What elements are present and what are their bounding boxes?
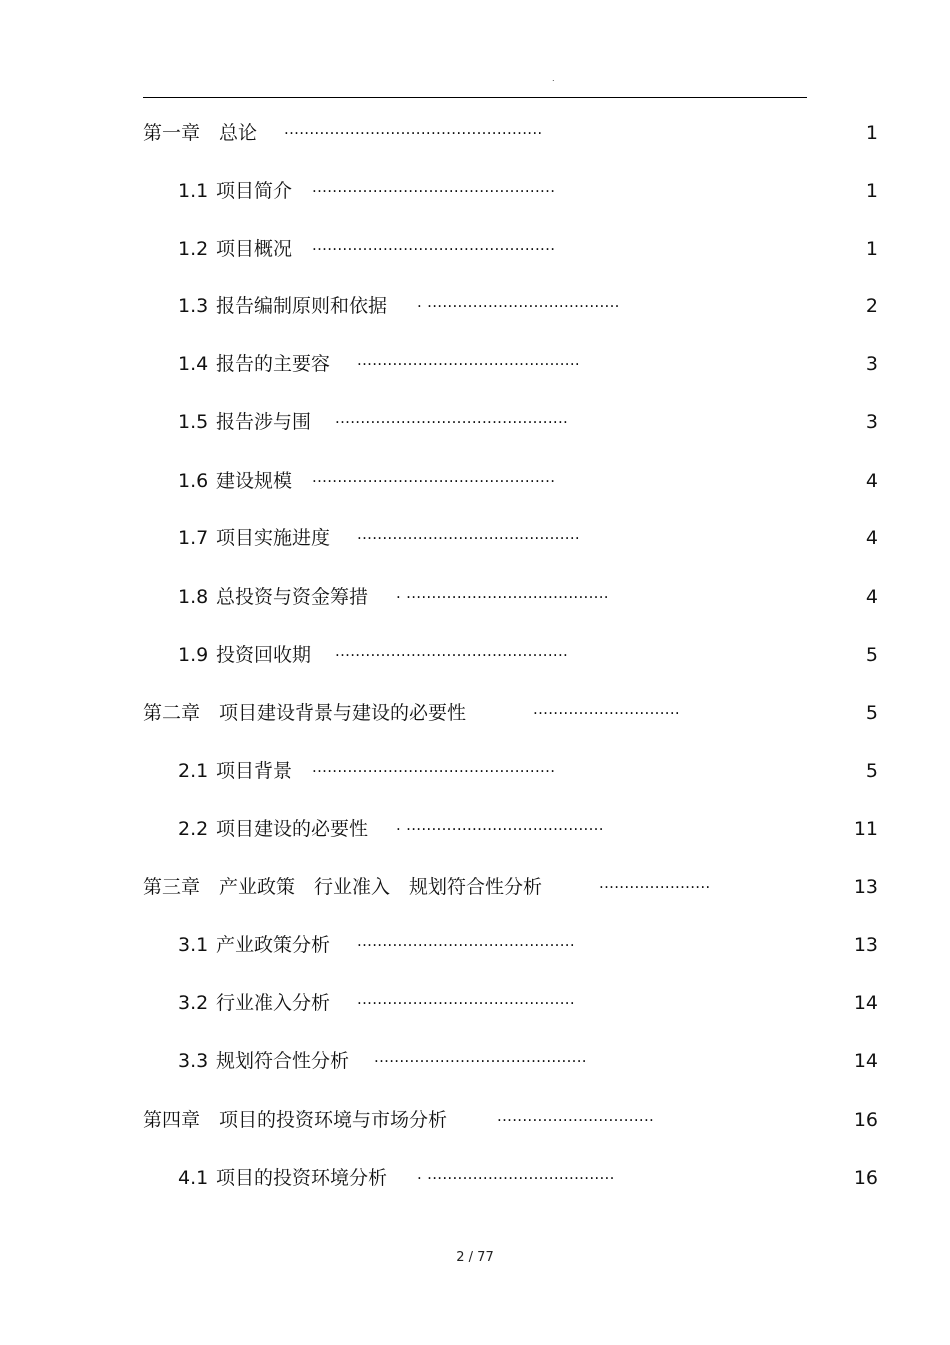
toc-page-number: 16 [853, 1109, 878, 1131]
toc-entry-title: 项目实施进度 [216, 527, 331, 549]
toc-section-row[interactable] [0, 466, 950, 496]
toc-section-row[interactable] [0, 349, 950, 379]
header-mark: . [552, 74, 555, 83]
page-footer: 2 / 77 [456, 1250, 494, 1265]
toc-entry-title: 第二章 项目建设背景与建设的必要性 [143, 702, 467, 724]
toc-page-number: 13 [853, 934, 878, 956]
toc-page-number: 3 [865, 411, 878, 433]
toc-dot-leader: . ........................................ [396, 584, 609, 602]
toc-entry-title: 报告编制原则和依据 [216, 295, 388, 317]
toc-dot-leader: ............................. [533, 700, 680, 718]
toc-dot-leader: ........................................... [357, 932, 575, 950]
toc-section-number: 1.3 [178, 295, 209, 317]
toc-page-number: 4 [865, 470, 878, 492]
toc-section-row[interactable] [0, 407, 950, 437]
toc-entry-title: 第一章 总论 [143, 122, 258, 144]
toc-dot-leader: .............................................. [335, 409, 569, 427]
toc-section-row[interactable] [0, 582, 950, 612]
toc-page-number: 13 [853, 876, 878, 898]
toc-section-number: 1.9 [178, 644, 209, 666]
toc-page-number: 5 [865, 760, 878, 782]
toc-section-number: 1.7 [178, 527, 209, 549]
toc-entry-title: 第四章 项目的投资环境与市场分析 [143, 1109, 448, 1131]
toc-dot-leader: ............................................ [357, 351, 580, 369]
toc-section-number: 3.3 [178, 1050, 209, 1072]
toc-entry-title: 投资回收期 [216, 644, 312, 666]
toc-chapter-row[interactable] [0, 872, 950, 902]
toc-entry-title: 项目简介 [216, 180, 293, 202]
toc-section-number: 1.5 [178, 411, 209, 433]
toc-entry-title: 规划符合性分析 [216, 1050, 350, 1072]
toc-entry-title: 第三章 产业政策 行业准入 规划符合性分析 [143, 876, 543, 898]
toc-page-number: 11 [853, 818, 878, 840]
toc-page-number: 1 [865, 238, 878, 260]
toc-section-number: 4.1 [178, 1167, 209, 1189]
toc-dot-leader: . ....................................... [396, 816, 604, 834]
toc-dot-leader: .............................................. [335, 642, 569, 660]
toc-entry-title: 项目的投资环境分析 [216, 1167, 388, 1189]
toc-section-number: 1.2 [178, 238, 209, 260]
toc-dot-leader: ...................... [599, 874, 711, 892]
toc-dot-leader: ............................... [497, 1107, 655, 1125]
toc-page-number: 2 [865, 295, 878, 317]
toc-dot-leader: .......................................... [374, 1048, 587, 1066]
toc-entry-title: 行业准入分析 [216, 992, 331, 1014]
toc-entry-title: 建设规模 [216, 470, 293, 492]
toc-section-number: 3.1 [178, 934, 209, 956]
toc-page-number: 5 [865, 702, 878, 724]
toc-section-row[interactable] [0, 176, 950, 206]
toc-page-number: 1 [865, 180, 878, 202]
toc-section-number: 2.1 [178, 760, 209, 782]
toc-page-number: 4 [865, 527, 878, 549]
toc-entry-title: 总投资与资金筹措 [216, 586, 369, 608]
toc-section-number: 3.2 [178, 992, 209, 1014]
toc-chapter-row[interactable] [0, 118, 950, 148]
toc-dot-leader: . ...................................... [417, 293, 620, 311]
toc-dot-leader: ................................................ [312, 758, 556, 776]
toc-section-number: 2.2 [178, 818, 209, 840]
toc-section-number: 1.6 [178, 470, 209, 492]
toc-section-number: 1.4 [178, 353, 209, 375]
toc-page-number: 14 [853, 1050, 878, 1072]
toc-section-row[interactable] [0, 640, 950, 670]
toc-dot-leader: ................................................ [312, 468, 556, 486]
toc-dot-leader: ................................................ [312, 178, 556, 196]
toc-entry-title: 报告涉与围 [216, 411, 312, 433]
toc-section-row[interactable] [0, 1163, 950, 1193]
toc-chapter-row[interactable] [0, 1105, 950, 1135]
toc-dot-leader: ............................................ [357, 525, 580, 543]
toc-page-number: 1 [865, 122, 878, 144]
toc-section-row[interactable] [0, 930, 950, 960]
toc-entry-title: 项目背景 [216, 760, 293, 782]
toc-section-number: 1.8 [178, 586, 209, 608]
toc-page-number: 16 [853, 1167, 878, 1189]
toc-dot-leader: ................................................ [312, 236, 556, 254]
toc-section-row[interactable] [0, 1046, 950, 1076]
toc-section-row[interactable] [0, 756, 950, 786]
toc-dot-leader: ................................................... [284, 120, 543, 138]
toc-entry-title: 产业政策分析 [216, 934, 331, 956]
toc-section-row[interactable] [0, 814, 950, 844]
toc-section-row[interactable] [0, 234, 950, 264]
toc-section-row[interactable] [0, 988, 950, 1018]
toc-dot-leader: . ..................................... [417, 1165, 615, 1183]
toc-page-number: 4 [865, 586, 878, 608]
toc-dot-leader: ........................................... [357, 990, 575, 1008]
toc-page-number: 5 [865, 644, 878, 666]
toc-entry-title: 报告的主要容 [216, 353, 331, 375]
toc-page-number: 3 [865, 353, 878, 375]
toc-section-row[interactable] [0, 291, 950, 321]
toc-section-row[interactable] [0, 523, 950, 553]
toc-page-number: 14 [853, 992, 878, 1014]
toc-chapter-row[interactable] [0, 698, 950, 728]
header-rule [143, 97, 807, 98]
toc-section-number: 1.1 [178, 180, 209, 202]
toc-entry-title: 项目概况 [216, 238, 293, 260]
toc-entry-title: 项目建设的必要性 [216, 818, 369, 840]
